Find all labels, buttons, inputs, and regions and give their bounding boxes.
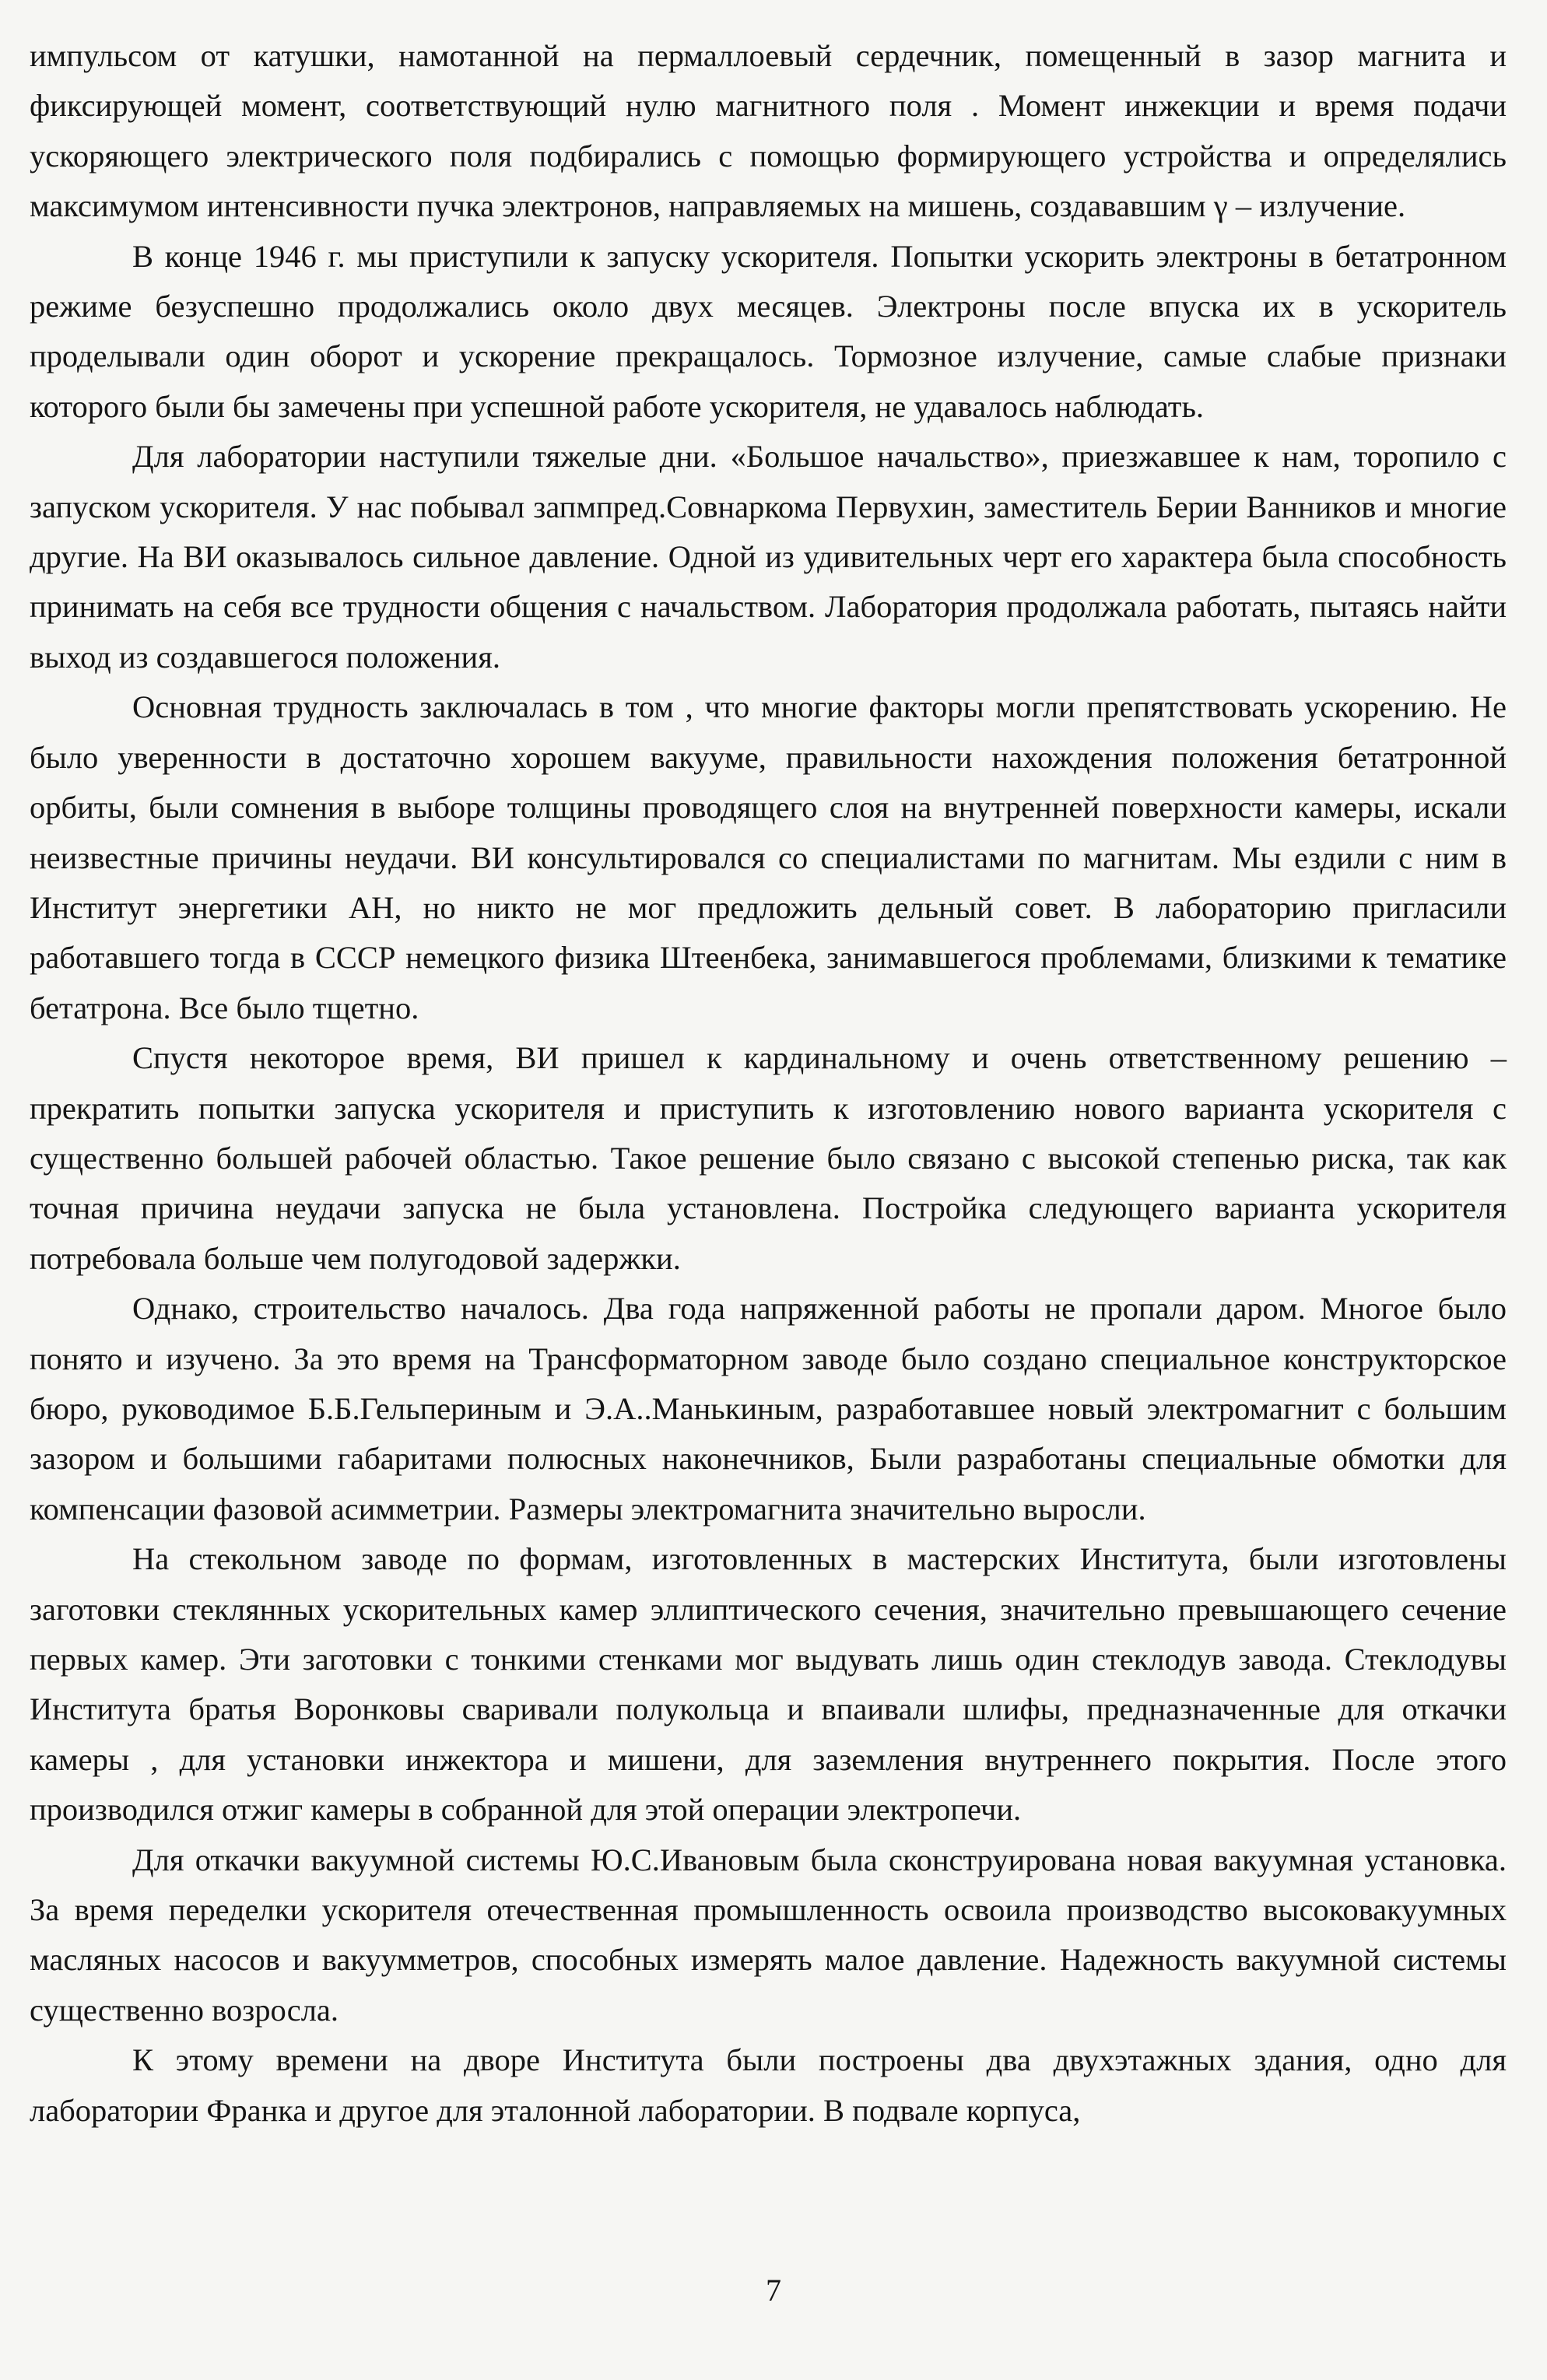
paragraph-6: Однако, строительство началось. Два года напряженной работы не пропали даром. Многое было понято и изучено. За это время на Трансформаторном заводе было создано специальное конструкторское бюро, руководимое Б.Б.Гельпериным и Э.А..Манькиным, разработавшее новый электромагнит с большим зазором и большими габаритами полюсных наконечников, Были разработаны специальные обмотки для компенсации фазовой асимметрии. Размеры электромагнита значительно выросли. <box>30 1291 1507 1526</box>
paragraph-1: импульсом от катушки, намотанной на пермаллоевый сердечник, помещенный в зазор магнита и фиксирующей момент, соответствующий нулю магнитного поля . Момент инжекции и время подачи ускоряющего электрического поля подбирались с помощью формирующего устройства и определялись максимумом интенсивности пучка электронов, направляемых на мишень, создававшим γ – излучение. <box>30 38 1507 224</box>
paragraph-2: В конце 1946 г. мы приступили к запуску ускорителя. Попытки ускорить электроны в бетатронном режиме безуспешно продолжались около двух месяцев. Электроны после впуска их в ускоритель проделывали один оборот и ускорение прекращалось. Тормозное излучение, самые слабые признаки которого были бы замечены при успешной работе ускорителя, не удавалось наблюдать. <box>30 238 1507 424</box>
page-number: 7 <box>766 2273 781 2308</box>
paragraph-8: Для откачки вакуумной системы Ю.С.Ивановым была сконструирована новая вакуумная установка. За время переделки ускорителя отечественная промышленность освоила производство высоковакуумных масляных насосов и вакуумметров, способных измерять малое давление. Надежность вакуумной системы существенно возросла. <box>30 1842 1507 2028</box>
paragraph-5: Спустя некоторое время, ВИ пришел к кардинальному и очень ответственному решению – прекратить попытки запуска ускорителя и приступить к изготовлению нового варианта ускорителя с существенно большей рабочей областью. Такое решение было связано с высокой степенью риска, так как точная причина неудачи запуска не была установлена. Постройка следующего варианта ускорителя потребовала больше чем полугодовой задержки. <box>30 1040 1507 1276</box>
paragraph-4: Основная трудность заключалась в том , что многие факторы могли препятствовать ускорению. Не было уверенности в достаточно хорошем вакууме, правильности нахождения положения бетатронной орбиты, были сомнения в выборе толщины проводящего слоя на внутренней поверхности камеры, искали неизвестные причины неудачи. ВИ консультировался со специалистами по магнитам. Мы ездили с ним в Институт энергетики АН, но никто не мог предложить дельный совет. В лабораторию пригласили работавшего тогда в СССР немецкого физика Штеенбека, занимавшегося проблемами, близкими к тематике бетатрона. Все было тщетно. <box>30 689 1507 1025</box>
paragraph-9: К этому времени на дворе Института были построены два двухэтажных здания, одно для лаборатории Франка и другое для эталонной лаборатории. В подвале корпуса, <box>30 2042 1507 2128</box>
paragraph-7: На стекольном заводе по формам, изготовленных в мастерских Института, были изготовлены заготовки стеклянных ускорительных камер эллиптического сечения, значительно превышающего сечение первых камер. Эти заготовки с тонкими стенками мог выдувать лишь один стеклодув завода. Стеклодувы Института братья Воронковы сваривали полукольца и впаивали шлифы, предназначенные для откачки камеры , для установки инжектора и мишени, для заземления внутреннего покрытия. После этого производился отжиг камеры в собранной для этой операции электропечи. <box>30 1541 1507 1828</box>
paragraph-3: Для лаборатории наступили тяжелые дни. «Большое начальство», приезжавшее к нам, торопило с запуском ускорителя. У нас побывал запмпред.Совнаркома Первухин, заместитель Берии Ванников и многие другие. На ВИ оказывалось сильное давление. Одной из удивительных черт его характера была способность принимать на себя все трудности общения с начальством. Лаборатория продолжала работать, пытаясь найти выход из создавшегося положения. <box>30 439 1507 675</box>
